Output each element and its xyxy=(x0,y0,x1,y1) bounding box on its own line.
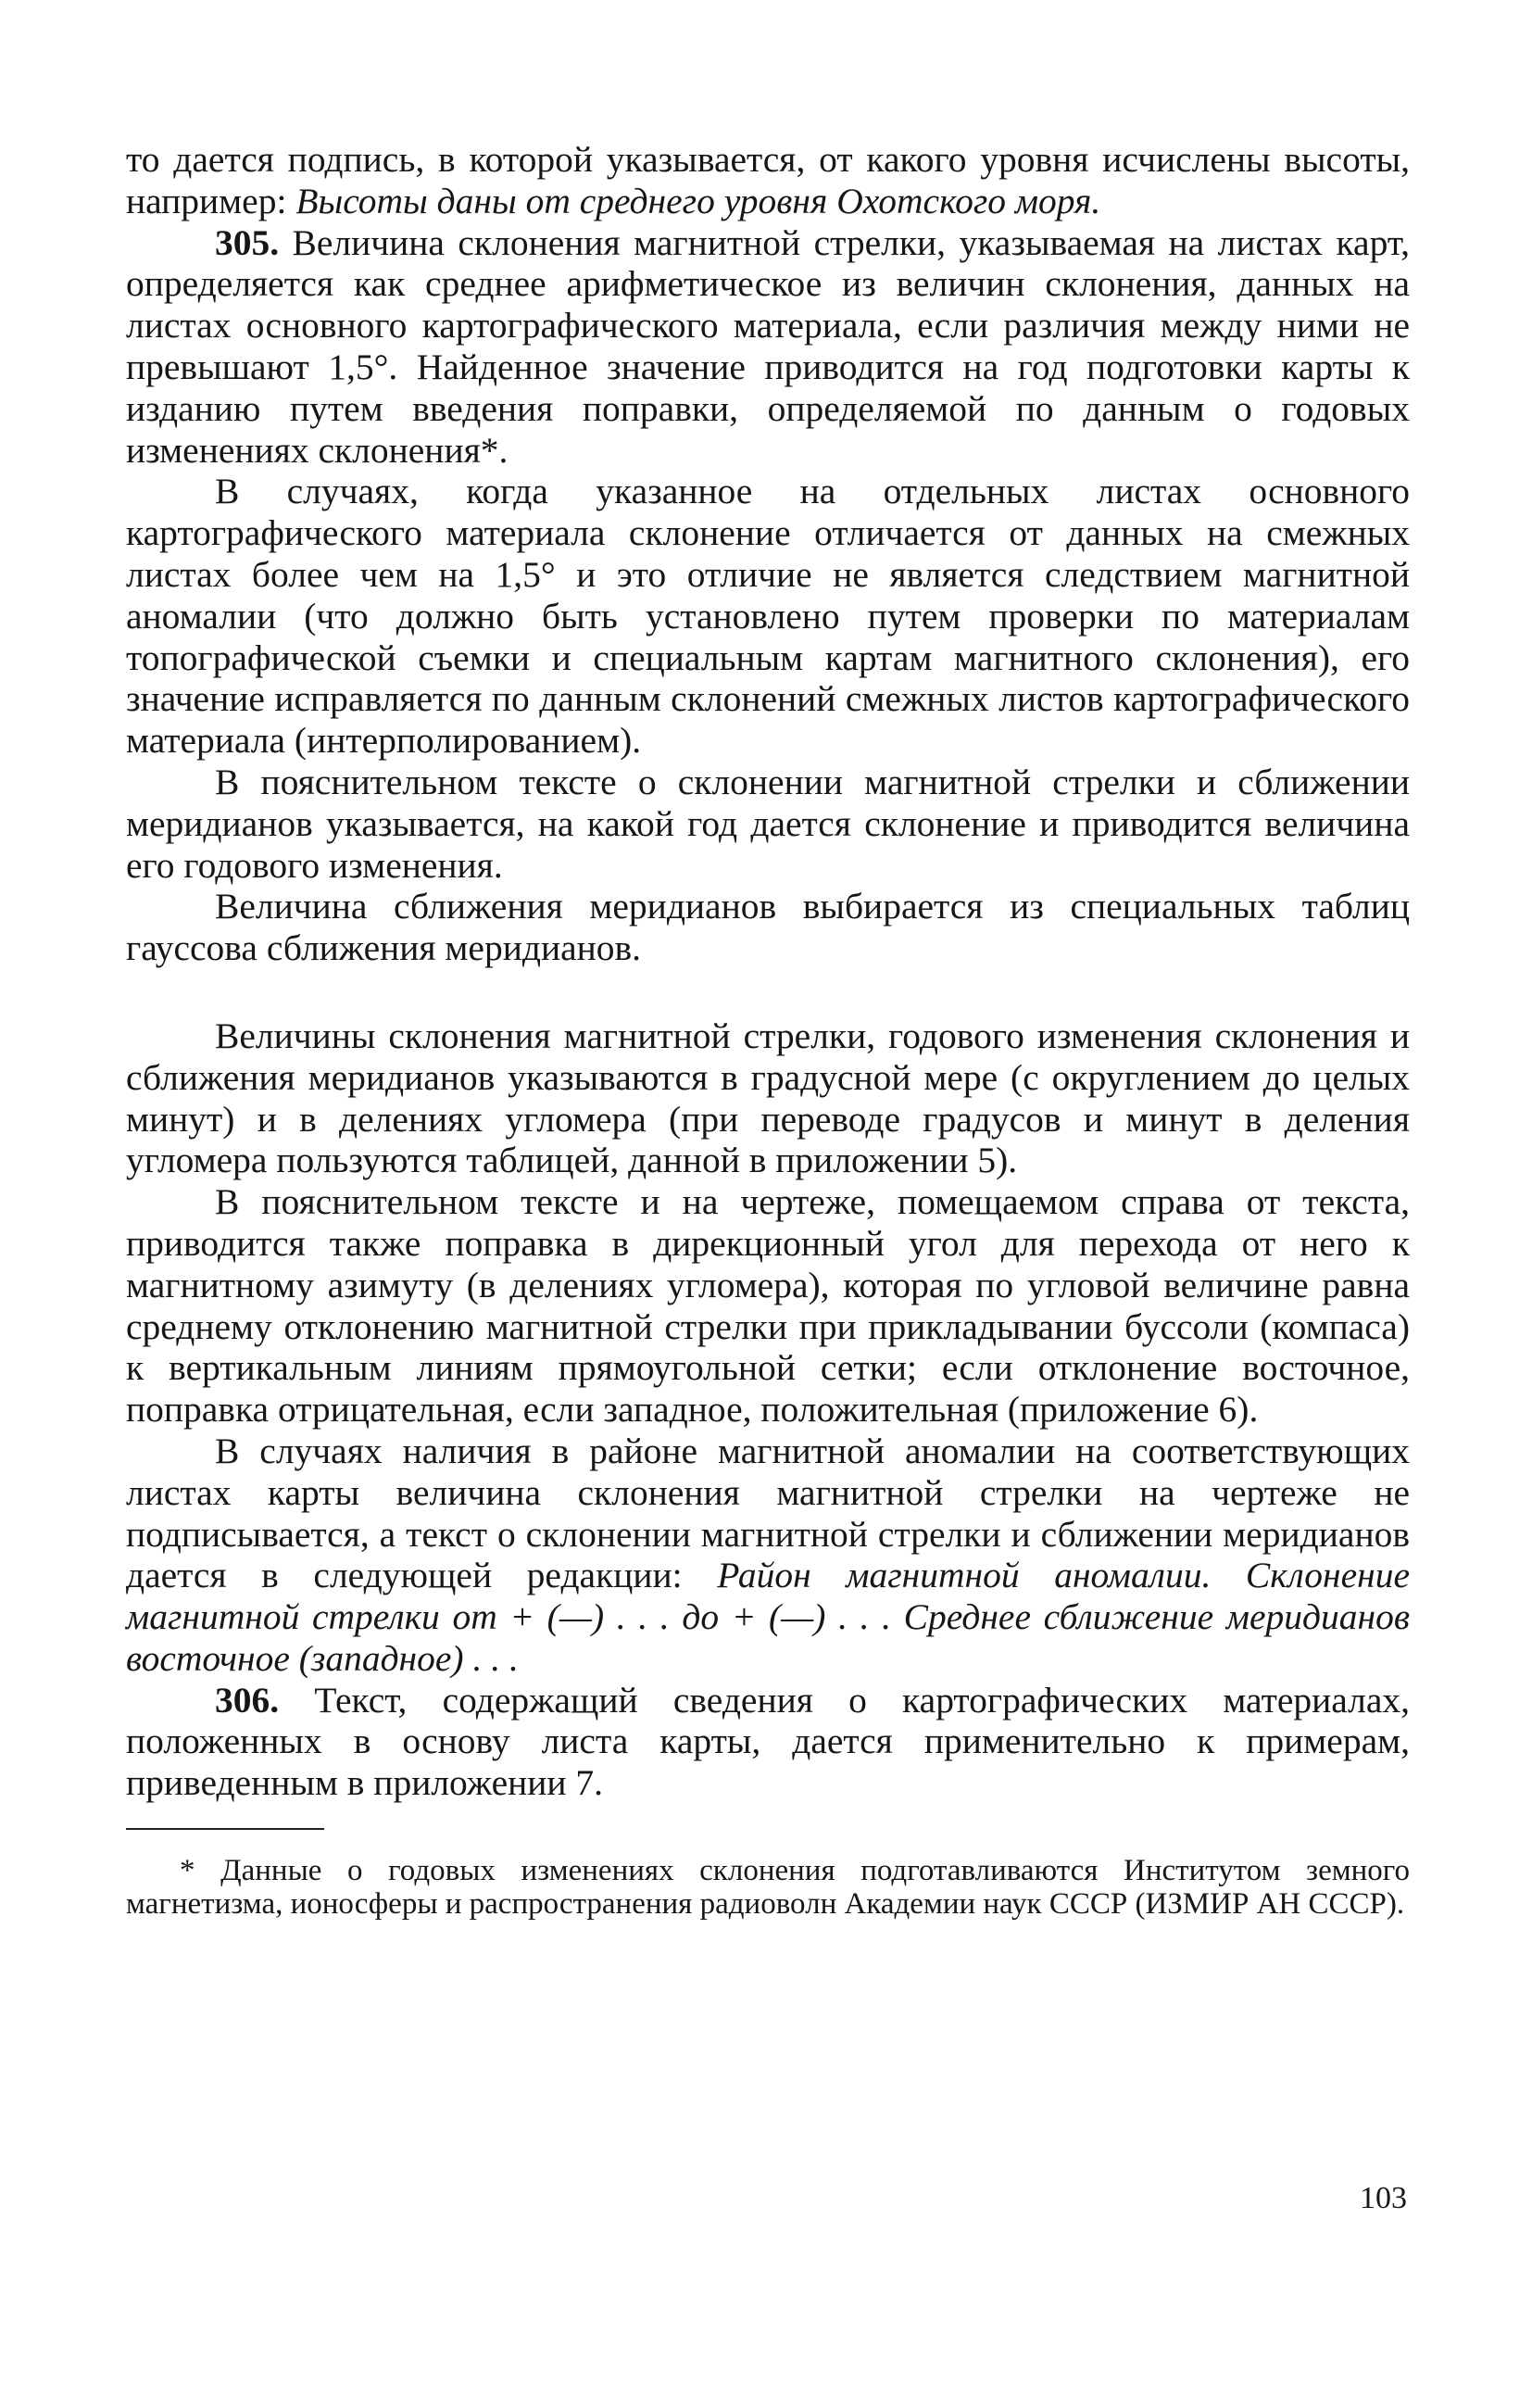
paragraph-305: 305. Величина склонения магнитной стрелки, указываемая на листах карт, определяется как среднее арифметическое из величин склонения, данных на листах основного картографического материала, если различия между ними не превышают 1,5°. Найденное значение приводится на год подготовки карты к изданию путем введения поправки, определяемой по данным о годовых изменениях склонения*. xyxy=(126,221,1410,471)
section-number-305: 305. xyxy=(215,221,280,263)
paragraph-convergence: Величина сближения меридианов выбирается из специальных таблиц гауссова сближения меридианов. xyxy=(126,886,1410,969)
paragraph-units: Величины склонения магнитной стрелки, годового изменения склонения и сближения меридианов указываются в градусной мере (с округлением до целых минут) и в делениях угломера (при переводе градусов и минут в деления угломера пользуются таблицей, данной в приложении 5). xyxy=(126,1015,1410,1181)
paragraph-interpolation: В случаях, когда указанное на отдельных листах основного картографического материала склонение отличается от данных на смежных листах более чем на 1,5° и это отличие не является следствием магнитной аномалии (что должно быть установлено путем проверки по материалам топографической съемки и специальным картам магнитного склонения), его значение исправляется по данным склонений смежных листов картографического материала (интерполированием). xyxy=(126,471,1410,762)
italic-anomaly-text: Район магнитной аномалии. Склонение магнитной стрелки от + (—) . . . до + (—) . . . Среднее сближение меридианов восточное (западное) . . . xyxy=(126,1555,1410,1679)
footnote-text: * Данные о годовых изменениях склонения подготавливаются Институтом земного магнетизма, ионосферы и распространения радиоволн Академии наук СССР (ИЗМИР АН СССР). xyxy=(126,1854,1410,1922)
italic-example: Высоты даны от среднего уровня Охотского моря. xyxy=(295,180,1101,221)
paragraph-anomaly: В случаях наличия в районе магнитной аномалии на соответствующих листах карты величина склонения магнитной стрелки на чертеже не подписывается, а текст о склонении магнитной стрелки и сближении меридианов дается в следующей редакции: Район магнитной аномалии. Склонение магнитной стрелки от + (—) . . . до + (—) . . . Среднее сближение меридианов восточное (западное) . . . xyxy=(126,1430,1410,1679)
page-body xyxy=(126,139,1410,1921)
page-number: 103 xyxy=(1360,2181,1407,2215)
paragraph-306: 306. Текст, содержащий сведения о картографических материалах, положенных в основу листа карты, дается применительно к примерам, приведенным в приложении 7. xyxy=(126,1679,1410,1804)
paragraph-explanatory-text: В пояснительном тексте о склонении магнитной стрелки и сближении меридианов указывается, на какой год дается склонение и приводится величина его годового изменения. xyxy=(126,761,1410,886)
paragraph-continuation: то дается подпись, в которой указывается, от какого уровня исчислены высоты, например: Высоты даны от среднего уровня Охотского моря. xyxy=(126,139,1410,221)
paragraph-correction: В пояснительном тексте и на чертеже, помещаемом справа от текста, приводится также поправка в дирекционный угол для перехода от него к магнитному азимуту (в делениях угломера), которая по угловой величине равна среднему отклонению магнитной стрелки при прикладывании буссоли (компаса) к вертикальным линиям прямоугольной сетки; если отклонение восточное, поправка отрицательная, если западное, положительная (приложение 6). xyxy=(126,1181,1410,1431)
section-number-306: 306. xyxy=(215,1679,280,1721)
footnote xyxy=(126,1854,1410,1921)
footnote-divider xyxy=(126,1828,324,1830)
